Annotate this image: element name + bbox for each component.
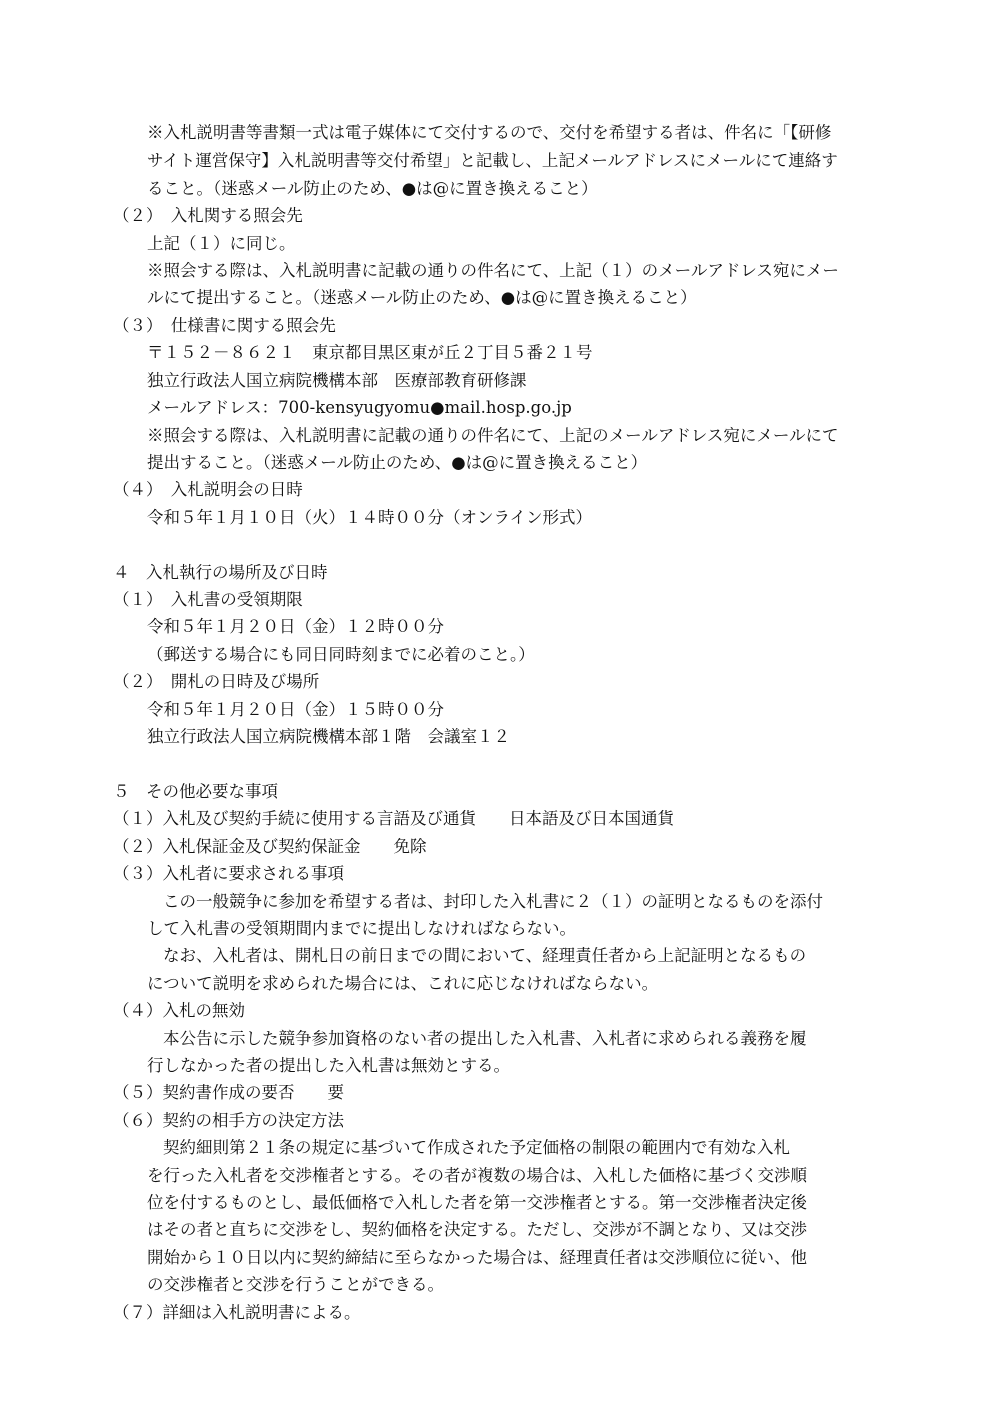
doc-line: を行った入札者を交渉権者とする。その者が複数の場合は、入札した価格に基づく交渉順 [147,1166,807,1185]
doc-line: 令和５年１月２０日（金）１５時００分 [147,700,444,719]
section-heading: （２） 開札の日時及び場所 [113,672,320,691]
doc-line: はその者と直ちに交渉をし、契約価格を決定する。ただし、交渉が不調となり、又は交渉 [147,1220,807,1239]
section-heading: （１） 入札書の受領期限 [113,590,303,609]
doc-line: 位を付するものとし、最低価格で入札した者を第一交渉権者とする。第一交渉権者決定後 [147,1193,807,1212]
section-heading: （２）入札保証金及び契約保証金 免除 [113,837,427,856]
doc-line: ※照会する際は、入札説明書に記載の通りの件名にて、上記（１）のメールアドレス宛にメー [147,261,839,280]
doc-line: 上記（１）に同じ。 [147,234,296,253]
doc-line: の交渉権者と交渉を行うことができる。 [147,1275,444,1294]
section-heading: （２） 入札関する照会先 [113,206,303,225]
section-title: ４ 入札執行の場所及び日時 [113,563,328,582]
section-heading: （３）入札者に要求される事項 [113,864,344,883]
doc-line: サイト運営保守】入札説明書等交付希望」と記載し、上記メールアドレスにメールにて連絡す [147,151,838,170]
doc-line: ※照会する際は、入札説明書に記載の通りの件名にて、上記のメールアドレス宛にメールにて [147,426,839,445]
doc-line: 独立行政法人国立病院機構本部 医療部教育研修課 [147,371,527,390]
doc-line: ルにて提出すること。（迷惑メール防止のため、●は@に置き換えること） [147,288,697,307]
doc-line: メールアドレス：700-kensyugyomu●mail.hosp.go.jp [147,398,572,417]
doc-line: 令和５年１月１０日（火）１４時００分（オンライン形式） [147,508,593,527]
doc-line: ること。（迷惑メール防止のため、●は@に置き換えること） [147,179,598,198]
doc-line: 本公告に示した競争参加資格のない者の提出した入札書、入札者に求められる義務を履 [163,1029,807,1048]
doc-line: 行しなかった者の提出した入札書は無効とする。 [147,1056,510,1075]
section-heading: （４） 入札説明会の日時 [113,480,303,499]
doc-line: ※入札説明書等書類一式は電子媒体にて交付するので、交付を希望する者は、件名に「【研修 [147,123,832,142]
doc-line: この一般競争に参加を希望する者は、封印した入札書に２（１）の証明となるものを添付 [163,892,823,911]
section-title: ５ その他必要な事項 [113,782,278,801]
doc-line: して入札書の受領期間内までに提出しなければならない。 [147,919,576,938]
doc-line: 〒１５２－８６２１ 東京都目黒区東が丘２丁目５番２１号 [147,343,593,362]
section-heading: （４）入札の無効 [113,1001,245,1020]
doc-line: について説明を求められた場合には、これに応じなければならない。 [147,974,659,993]
section-heading: （５）契約書作成の要否 要 [113,1083,344,1102]
doc-line: （郵送する場合にも同日同時刻までに必着のこと。） [147,645,535,664]
doc-line: 令和５年１月２０日（金）１２時００分 [147,617,444,636]
doc-line: なお、入札者は、開札日の前日までの間において、経理責任者から上記証明となるもの [163,946,807,965]
section-heading: （６）契約の相手方の決定方法 [113,1111,344,1130]
doc-line: 独立行政法人国立病院機構本部１階 会議室１２ [147,727,510,746]
section-heading: （３） 仕様書に関する照会先 [113,316,336,335]
section-heading: （７）詳細は入札説明書による。 [113,1303,361,1322]
section-heading: （１）入札及び契約手続に使用する言語及び通貨 日本語及び日本国通貨 [113,809,674,828]
doc-line: 契約細則第２１条の規定に基づいて作成された予定価格の制限の範囲内で有効な入札 [163,1138,790,1157]
doc-line: 提出すること。（迷惑メール防止のため、●は@に置き換えること） [147,453,648,472]
doc-line: 開始から１０日以内に契約締結に至らなかった場合は、経理責任者は交渉順位に従い、他 [147,1248,807,1267]
